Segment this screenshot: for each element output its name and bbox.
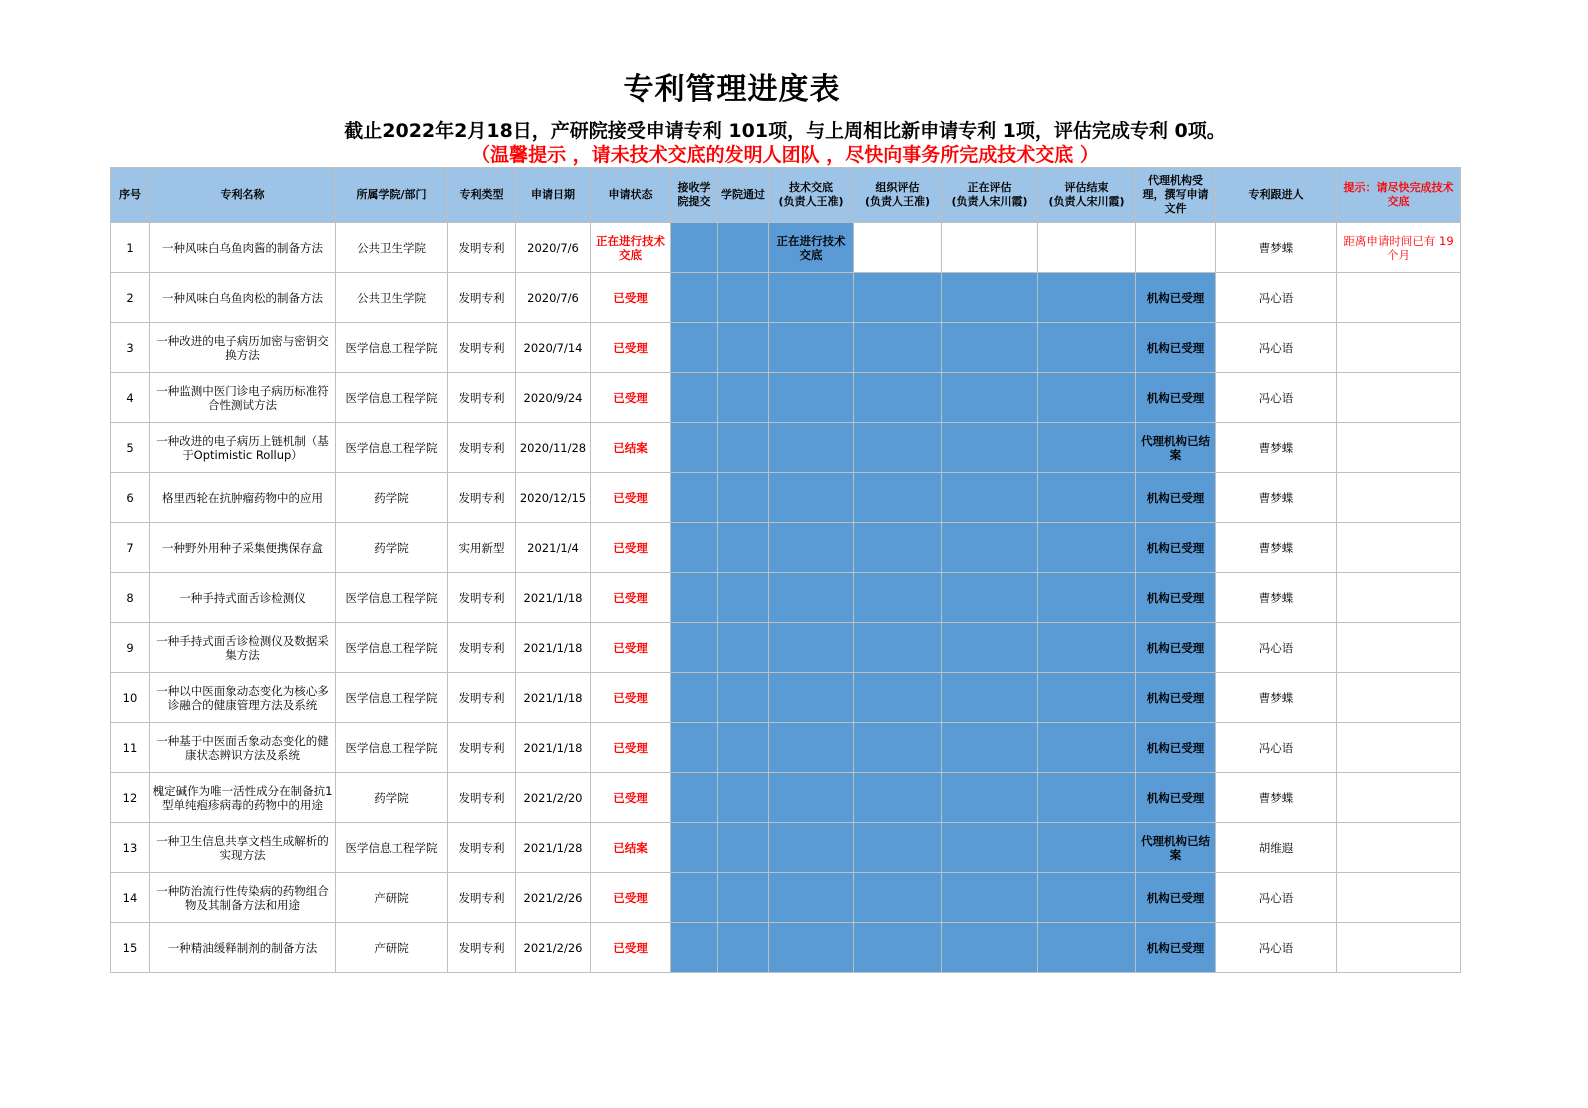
- cell-disclosure: 正在进行技术交底: [769, 223, 854, 273]
- cell-type: 发明专利: [448, 873, 516, 923]
- cell-status: 已受理: [591, 473, 671, 523]
- cell-organize-eval: [854, 773, 942, 823]
- cell-dept: 产研院: [336, 873, 448, 923]
- cell-tracker: 曹梦蝶: [1216, 423, 1337, 473]
- cell-disclosure: [769, 423, 854, 473]
- cell-eval-done: [1038, 723, 1136, 773]
- cell-agency: 机构已受理: [1136, 623, 1216, 673]
- cell-type: 发明专利: [448, 673, 516, 723]
- cell-status: 已受理: [591, 573, 671, 623]
- cell-hint: [1337, 423, 1461, 473]
- cell-type: 发明专利: [448, 923, 516, 973]
- cell-organize-eval: [854, 673, 942, 723]
- cell-eval-done: [1038, 773, 1136, 823]
- cell-college-pass: [718, 873, 769, 923]
- cell-organize-eval: [854, 723, 942, 773]
- cell-dept: 医学信息工程学院: [336, 723, 448, 773]
- cell-status: 已受理: [591, 323, 671, 373]
- cell-tracker: 冯心语: [1216, 623, 1337, 673]
- cell-status: 已结案: [591, 423, 671, 473]
- cell-college-pass: [718, 273, 769, 323]
- cell-dept: 医学信息工程学院: [336, 623, 448, 673]
- cell-receive: [671, 923, 718, 973]
- cell-evaluating: [942, 423, 1038, 473]
- cell-status: 已受理: [591, 373, 671, 423]
- cell-organize-eval: [854, 473, 942, 523]
- cell-status: 正在进行技术交底: [591, 223, 671, 273]
- cell-receive: [671, 373, 718, 423]
- cell-status: 已受理: [591, 523, 671, 573]
- cell-tracker: 曹梦蝶: [1216, 473, 1337, 523]
- cell-patent-name: 一种防治流行性传染病的药物组合物及其制备方法和用途: [150, 873, 336, 923]
- col-header-status: 申请状态: [591, 168, 671, 223]
- cell-status: 已受理: [591, 623, 671, 673]
- cell-evaluating: [942, 473, 1038, 523]
- cell-college-pass: [718, 473, 769, 523]
- col-header-tracker: 专利跟进人: [1216, 168, 1337, 223]
- table-row: [111, 373, 1461, 423]
- cell-college-pass: [718, 623, 769, 673]
- cell-type: 发明专利: [448, 773, 516, 823]
- col-header-evaluating: 正在评估 (负责人宋川霞): [942, 168, 1038, 223]
- cell-eval-done: [1038, 473, 1136, 523]
- cell-status: 已受理: [591, 923, 671, 973]
- cell-receive: [671, 673, 718, 723]
- cell-date: 2020/7/6: [516, 273, 591, 323]
- cell-organize-eval: [854, 273, 942, 323]
- patent-progress-table: [110, 167, 1461, 973]
- cell-type: 实用新型: [448, 523, 516, 573]
- cell-receive: [671, 273, 718, 323]
- cell-type: 发明专利: [448, 323, 516, 373]
- cell-disclosure: [769, 923, 854, 973]
- cell-tracker: 冯心语: [1216, 323, 1337, 373]
- cell-college-pass: [718, 423, 769, 473]
- cell-evaluating: [942, 223, 1038, 273]
- cell-evaluating: [942, 823, 1038, 873]
- cell-tracker: 冯心语: [1216, 723, 1337, 773]
- table-row: [111, 573, 1461, 623]
- cell-evaluating: [942, 673, 1038, 723]
- cell-hint: [1337, 373, 1461, 423]
- table-row: [111, 473, 1461, 523]
- cell-eval-done: [1038, 373, 1136, 423]
- cell-index: 5: [111, 423, 150, 473]
- cell-agency: 机构已受理: [1136, 773, 1216, 823]
- cell-patent-name: 一种野外用种子采集便携保存盒: [150, 523, 336, 573]
- cell-evaluating: [942, 923, 1038, 973]
- col-header-agency: 代理机构受理，撰写申请文件: [1136, 168, 1216, 223]
- cell-hint: [1337, 623, 1461, 673]
- summary-line: 截止2022年2月18日，产研院接受申请专利 101项，与上周相比新申请专利 1项，评估完成专利 0项。: [344, 120, 1226, 142]
- cell-status: 已受理: [591, 873, 671, 923]
- cell-dept: 药学院: [336, 773, 448, 823]
- cell-agency: 机构已受理: [1136, 723, 1216, 773]
- cell-tracker: 曹梦蝶: [1216, 673, 1337, 723]
- cell-hint: [1337, 273, 1461, 323]
- cell-eval-done: [1038, 573, 1136, 623]
- cell-college-pass: [718, 223, 769, 273]
- col-header-index: 序号: [111, 168, 150, 223]
- table-row: [111, 523, 1461, 573]
- cell-index: 10: [111, 673, 150, 723]
- cell-index: 11: [111, 723, 150, 773]
- cell-agency: 代理机构已结案: [1136, 823, 1216, 873]
- cell-date: 2021/2/20: [516, 773, 591, 823]
- cell-eval-done: [1038, 923, 1136, 973]
- table-row: [111, 423, 1461, 473]
- cell-index: 12: [111, 773, 150, 823]
- cell-patent-name: 槐定碱作为唯一活性成分在制备抗1型单纯疱疹病毒的药物中的用途: [150, 773, 336, 823]
- cell-hint: [1337, 573, 1461, 623]
- cell-tracker: 曹梦蝶: [1216, 773, 1337, 823]
- cell-disclosure: [769, 823, 854, 873]
- cell-hint: [1337, 873, 1461, 923]
- cell-college-pass: [718, 373, 769, 423]
- col-header-disclosure: 技术交底 (负责人王准): [769, 168, 854, 223]
- cell-hint: [1337, 323, 1461, 373]
- cell-disclosure: [769, 473, 854, 523]
- table-row: [111, 873, 1461, 923]
- cell-hint: [1337, 923, 1461, 973]
- table-row: [111, 823, 1461, 873]
- col-header-organize-eval: 组织评估 (负责人王准): [854, 168, 942, 223]
- cell-agency: 机构已受理: [1136, 673, 1216, 723]
- cell-date: 2020/7/14: [516, 323, 591, 373]
- cell-dept: 药学院: [336, 523, 448, 573]
- cell-evaluating: [942, 723, 1038, 773]
- cell-eval-done: [1038, 523, 1136, 573]
- cell-receive: [671, 323, 718, 373]
- cell-patent-name: 一种手持式面舌诊检测仪及数据采集方法: [150, 623, 336, 673]
- cell-index: 6: [111, 473, 150, 523]
- cell-organize-eval: [854, 223, 942, 273]
- cell-hint: [1337, 473, 1461, 523]
- cell-dept: 公共卫生学院: [336, 273, 448, 323]
- cell-date: 2021/1/18: [516, 673, 591, 723]
- cell-date: 2020/9/24: [516, 373, 591, 423]
- cell-organize-eval: [854, 823, 942, 873]
- cell-eval-done: [1038, 673, 1136, 723]
- cell-patent-name: 一种基于中医面舌象动态变化的健康状态辨识方法及系统: [150, 723, 336, 773]
- cell-agency: 机构已受理: [1136, 923, 1216, 973]
- cell-receive: [671, 473, 718, 523]
- cell-index: 3: [111, 323, 150, 373]
- cell-receive: [671, 523, 718, 573]
- cell-index: 1: [111, 223, 150, 273]
- cell-index: 2: [111, 273, 150, 323]
- cell-date: 2020/7/6: [516, 223, 591, 273]
- cell-status: 已受理: [591, 673, 671, 723]
- col-header-dept: 所属学院/部门: [336, 168, 448, 223]
- cell-index: 9: [111, 623, 150, 673]
- cell-receive: [671, 873, 718, 923]
- cell-receive: [671, 723, 718, 773]
- cell-date: 2021/1/4: [516, 523, 591, 573]
- cell-type: 发明专利: [448, 373, 516, 423]
- cell-hint: 距离申请时间已有 19 个月: [1337, 223, 1461, 273]
- cell-dept: 医学信息工程学院: [336, 423, 448, 473]
- cell-agency: 代理机构已结案: [1136, 423, 1216, 473]
- col-header-hint: 提示：请尽快完成技术交底: [1337, 168, 1461, 223]
- table-row: [111, 923, 1461, 973]
- cell-receive: [671, 623, 718, 673]
- cell-organize-eval: [854, 423, 942, 473]
- cell-dept: 药学院: [336, 473, 448, 523]
- cell-agency: 机构已受理: [1136, 273, 1216, 323]
- table-row: [111, 223, 1461, 273]
- cell-disclosure: [769, 623, 854, 673]
- cell-index: 8: [111, 573, 150, 623]
- cell-disclosure: [769, 373, 854, 423]
- cell-patent-name: 一种风味白乌鱼肉松的制备方法: [150, 273, 336, 323]
- cell-patent-name: 格里西轮在抗肿瘤药物中的应用: [150, 473, 336, 523]
- cell-organize-eval: [854, 323, 942, 373]
- cell-agency: [1136, 223, 1216, 273]
- cell-disclosure: [769, 573, 854, 623]
- cell-organize-eval: [854, 573, 942, 623]
- cell-receive: [671, 573, 718, 623]
- cell-eval-done: [1038, 273, 1136, 323]
- cell-college-pass: [718, 523, 769, 573]
- cell-disclosure: [769, 673, 854, 723]
- cell-evaluating: [942, 773, 1038, 823]
- cell-receive: [671, 823, 718, 873]
- col-header-receive: 接收学院提交: [671, 168, 718, 223]
- cell-patent-name: 一种改进的电子病历加密与密钥交换方法: [150, 323, 336, 373]
- cell-agency: 机构已受理: [1136, 523, 1216, 573]
- table-body: [111, 223, 1461, 973]
- cell-receive: [671, 223, 718, 273]
- cell-type: 发明专利: [448, 473, 516, 523]
- cell-college-pass: [718, 573, 769, 623]
- cell-dept: 医学信息工程学院: [336, 673, 448, 723]
- cell-evaluating: [942, 873, 1038, 923]
- cell-organize-eval: [854, 923, 942, 973]
- cell-tracker: 冯心语: [1216, 273, 1337, 323]
- cell-evaluating: [942, 373, 1038, 423]
- cell-agency: 机构已受理: [1136, 373, 1216, 423]
- cell-disclosure: [769, 873, 854, 923]
- cell-dept: 公共卫生学院: [336, 223, 448, 273]
- cell-patent-name: 一种改进的电子病历上链机制（基于Optimistic Rollup）: [150, 423, 336, 473]
- cell-type: 发明专利: [448, 423, 516, 473]
- cell-college-pass: [718, 723, 769, 773]
- cell-index: 13: [111, 823, 150, 873]
- cell-dept: 医学信息工程学院: [336, 323, 448, 373]
- cell-organize-eval: [854, 873, 942, 923]
- header-row: [111, 168, 1461, 223]
- cell-organize-eval: [854, 523, 942, 573]
- cell-disclosure: [769, 773, 854, 823]
- cell-tracker: 冯心语: [1216, 873, 1337, 923]
- cell-dept: 医学信息工程学院: [336, 823, 448, 873]
- cell-type: 发明专利: [448, 273, 516, 323]
- cell-eval-done: [1038, 873, 1136, 923]
- cell-receive: [671, 773, 718, 823]
- cell-college-pass: [718, 773, 769, 823]
- cell-tracker: 曹梦蝶: [1216, 573, 1337, 623]
- cell-dept: 产研院: [336, 923, 448, 973]
- cell-college-pass: [718, 923, 769, 973]
- cell-date: 2021/1/18: [516, 723, 591, 773]
- cell-index: 14: [111, 873, 150, 923]
- table-row: [111, 273, 1461, 323]
- cell-evaluating: [942, 573, 1038, 623]
- cell-date: 2021/1/18: [516, 573, 591, 623]
- cell-agency: 机构已受理: [1136, 873, 1216, 923]
- cell-patent-name: 一种以中医面象动态变化为核心多诊融合的健康管理方法及系统: [150, 673, 336, 723]
- cell-hint: [1337, 673, 1461, 723]
- cell-status: 已结案: [591, 823, 671, 873]
- cell-organize-eval: [854, 373, 942, 423]
- cell-agency: 机构已受理: [1136, 323, 1216, 373]
- page-title: 专利管理进度表: [623, 72, 841, 107]
- cell-status: 已受理: [591, 773, 671, 823]
- cell-evaluating: [942, 523, 1038, 573]
- cell-organize-eval: [854, 623, 942, 673]
- col-header-college-pass: 学院通过: [718, 168, 769, 223]
- cell-status: 已受理: [591, 723, 671, 773]
- cell-tracker: 冯心语: [1216, 373, 1337, 423]
- cell-evaluating: [942, 323, 1038, 373]
- cell-type: 发明专利: [448, 573, 516, 623]
- cell-hint: [1337, 823, 1461, 873]
- cell-eval-done: [1038, 323, 1136, 373]
- cell-receive: [671, 423, 718, 473]
- cell-hint: [1337, 723, 1461, 773]
- cell-index: 15: [111, 923, 150, 973]
- col-header-eval-done: 评估结束 (负责人宋川霞): [1038, 168, 1136, 223]
- cell-disclosure: [769, 723, 854, 773]
- cell-tracker: 冯心语: [1216, 923, 1337, 973]
- cell-date: 2020/12/15: [516, 473, 591, 523]
- table-row: [111, 773, 1461, 823]
- cell-eval-done: [1038, 223, 1136, 273]
- cell-dept: 医学信息工程学院: [336, 373, 448, 423]
- table-row: [111, 673, 1461, 723]
- cell-index: 7: [111, 523, 150, 573]
- cell-disclosure: [769, 273, 854, 323]
- cell-tracker: 曹梦蝶: [1216, 523, 1337, 573]
- cell-college-pass: [718, 673, 769, 723]
- cell-date: 2021/2/26: [516, 873, 591, 923]
- cell-agency: 机构已受理: [1136, 473, 1216, 523]
- table-row: [111, 323, 1461, 373]
- cell-date: 2021/1/18: [516, 623, 591, 673]
- col-header-type: 专利类型: [448, 168, 516, 223]
- cell-evaluating: [942, 273, 1038, 323]
- cell-patent-name: 一种精油缓释制剂的制备方法: [150, 923, 336, 973]
- cell-dept: 医学信息工程学院: [336, 573, 448, 623]
- cell-patent-name: 一种卫生信息共享文档生成解析的实现方法: [150, 823, 336, 873]
- cell-tracker: 胡维遐: [1216, 823, 1337, 873]
- cell-patent-name: 一种监测中医门诊电子病历标准符合性测试方法: [150, 373, 336, 423]
- cell-agency: 机构已受理: [1136, 573, 1216, 623]
- cell-patent-name: 一种手持式面舌诊检测仪: [150, 573, 336, 623]
- cell-disclosure: [769, 323, 854, 373]
- cell-type: 发明专利: [448, 823, 516, 873]
- cell-eval-done: [1038, 623, 1136, 673]
- cell-college-pass: [718, 823, 769, 873]
- col-header-date: 申请日期: [516, 168, 591, 223]
- cell-hint: [1337, 523, 1461, 573]
- cell-status: 已受理: [591, 273, 671, 323]
- cell-date: 2021/1/28: [516, 823, 591, 873]
- cell-college-pass: [718, 323, 769, 373]
- table-row: [111, 723, 1461, 773]
- reminder-notice: （温馨提示 ，请未技术交底的发明人团队 ，尽快向事务所完成技术交底 ）: [471, 144, 1099, 166]
- cell-eval-done: [1038, 423, 1136, 473]
- table-row: [111, 623, 1461, 673]
- cell-eval-done: [1038, 823, 1136, 873]
- cell-index: 4: [111, 373, 150, 423]
- col-header-name: 专利名称: [150, 168, 336, 223]
- cell-hint: [1337, 773, 1461, 823]
- cell-disclosure: [769, 523, 854, 573]
- cell-date: 2020/11/28: [516, 423, 591, 473]
- cell-tracker: 曹梦蝶: [1216, 223, 1337, 273]
- cell-type: 发明专利: [448, 223, 516, 273]
- cell-type: 发明专利: [448, 723, 516, 773]
- cell-evaluating: [942, 623, 1038, 673]
- cell-date: 2021/2/26: [516, 923, 591, 973]
- cell-type: 发明专利: [448, 623, 516, 673]
- cell-patent-name: 一种风味白乌鱼肉酱的制备方法: [150, 223, 336, 273]
